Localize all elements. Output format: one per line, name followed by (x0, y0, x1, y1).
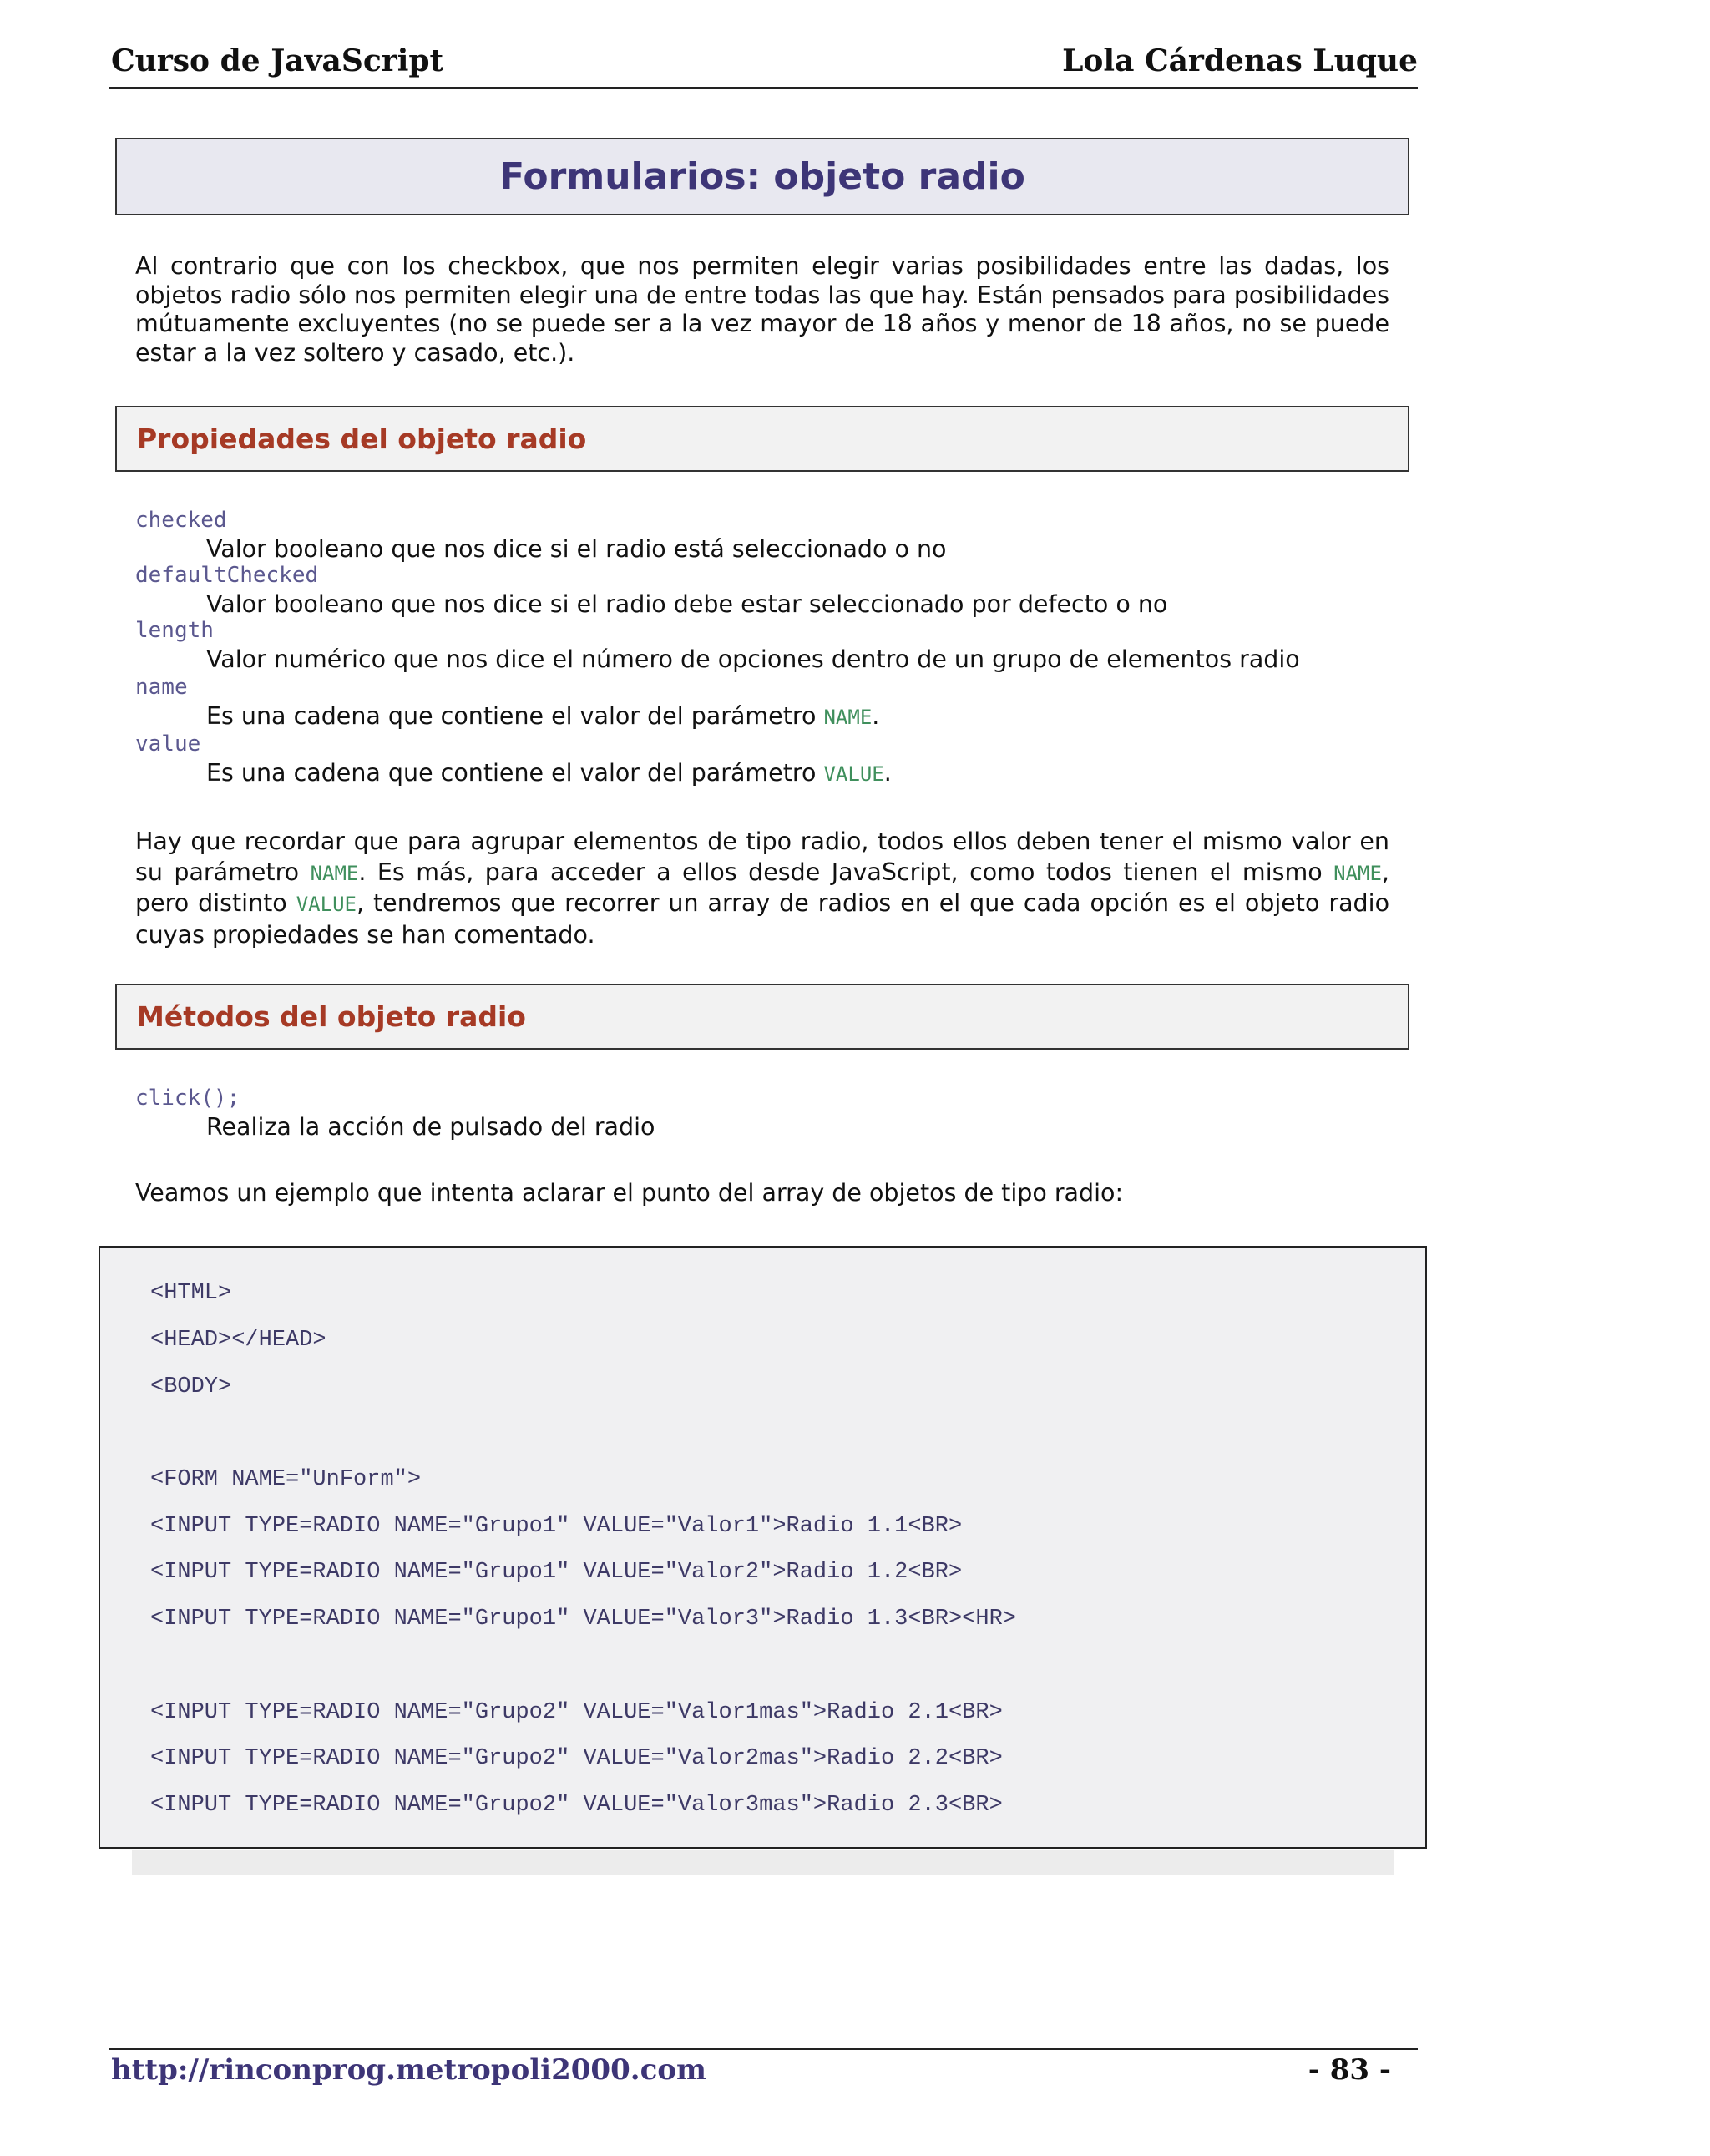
footer-url: http://rinconprog.metropoli2000.com (111, 2053, 706, 2087)
header-author: Lola Cárdenas Luque (1062, 43, 1418, 78)
code-line: <HTML> (150, 1281, 232, 1306)
methods-heading: Métodos del objeto radio (137, 1000, 526, 1033)
page-number: - 83 - (1308, 2053, 1391, 2087)
method-description: Realiza la acción de pulsado del radio (206, 1113, 655, 1141)
example-intro: Veamos un ejemplo que intenta aclarar el punto del array de objetos de tipo radio: (135, 1179, 1124, 1207)
page-header (109, 43, 1418, 89)
keyword-name: NAME (310, 861, 359, 885)
code-line: <INPUT TYPE=RADIO NAME="Grupo1" VALUE="Valor1">Radio 1.1<BR> (150, 1514, 963, 1539)
code-line: <INPUT TYPE=RADIO NAME="Grupo2" VALUE="Valor1mas">Radio 2.1<BR> (150, 1700, 1003, 1725)
code-line: <HEAD></HEAD> (150, 1328, 326, 1353)
code-line: <INPUT TYPE=RADIO NAME="Grupo2" VALUE="Valor3mas">Radio 2.3<BR> (150, 1793, 1003, 1818)
methods-section-box (115, 984, 1409, 1050)
code-box-shadow (132, 1850, 1394, 1875)
code-line: <FORM NAME="UnForm"> (150, 1467, 422, 1492)
keyword-value: VALUE (296, 893, 357, 916)
keyword-name: NAME (823, 706, 873, 729)
intro-paragraph: Al contrario que con los checkbox, que nos permiten elegir varias posibilidades entre las dadas, los objetos radio sólo nos permiten elegir una de entre todas las que hay. Están pensados para posibilidades mútuamente excluyentes (no se puede ser a la vez mayor de 18 años y menor de 18 años, no se puede estar a la vez soltero y casado, etc.). (135, 252, 1389, 367)
property-desc-text: Es una cadena que contiene el valor del parámetro (206, 759, 824, 787)
property-description (206, 702, 879, 730)
note-text: . Es más, para acceder a ellos desde JavaScript, como todos tienen el mismo (358, 858, 1334, 886)
code-example-box (99, 1246, 1427, 1849)
properties-section-box (115, 406, 1409, 472)
property-term: length (135, 618, 214, 643)
code-line: <BODY> (150, 1374, 232, 1399)
keyword-value: VALUE (823, 762, 884, 786)
property-term: defaultChecked (135, 563, 319, 588)
property-term: value (135, 731, 201, 757)
property-desc-text: Es una cadena que contiene el valor del parámetro (206, 702, 824, 730)
title-box (115, 138, 1409, 215)
page-footer (109, 2048, 1418, 2100)
code-line: <INPUT TYPE=RADIO NAME="Grupo2" VALUE="Valor2mas">Radio 2.2<BR> (150, 1746, 1003, 1771)
property-desc-end: . (872, 702, 880, 730)
property-term: checked (135, 508, 227, 533)
property-term: name (135, 675, 188, 700)
method-term: click(); (135, 1086, 240, 1111)
note-text: , pero distinto (135, 858, 1389, 917)
page-title: Formularios: objeto radio (499, 155, 1025, 198)
property-desc-end: . (883, 759, 892, 787)
properties-heading: Propiedades del objeto radio (137, 423, 587, 455)
property-description: Valor booleano que nos dice si el radio debe estar seleccionado por defecto o no (206, 590, 1168, 618)
header-course-title: Curso de JavaScript (111, 43, 444, 78)
property-description: Valor numérico que nos dice el número de opciones dentro de un grupo de elementos radio (206, 645, 1300, 673)
property-description: Valor booleano que nos dice si el radio está seleccionado o no (206, 535, 947, 563)
radio-group-note (135, 827, 1389, 950)
property-description (206, 759, 892, 787)
keyword-name: NAME (1333, 861, 1382, 885)
code-line: <INPUT TYPE=RADIO NAME="Grupo1" VALUE="Valor2">Radio 1.2<BR> (150, 1560, 963, 1585)
note-text: , tendremos que recorrer un array de radios en el que cada opción es el objeto radio cuyas propiedades se han comentado. (135, 889, 1390, 949)
code-line: <INPUT TYPE=RADIO NAME="Grupo1" VALUE="Valor3">Radio 1.3<BR><HR> (150, 1607, 1016, 1632)
note-text: Hay que recordar que para agrupar elementos de tipo radio, todos ellos deben tener el mismo valor en su parámetro (135, 827, 1389, 886)
